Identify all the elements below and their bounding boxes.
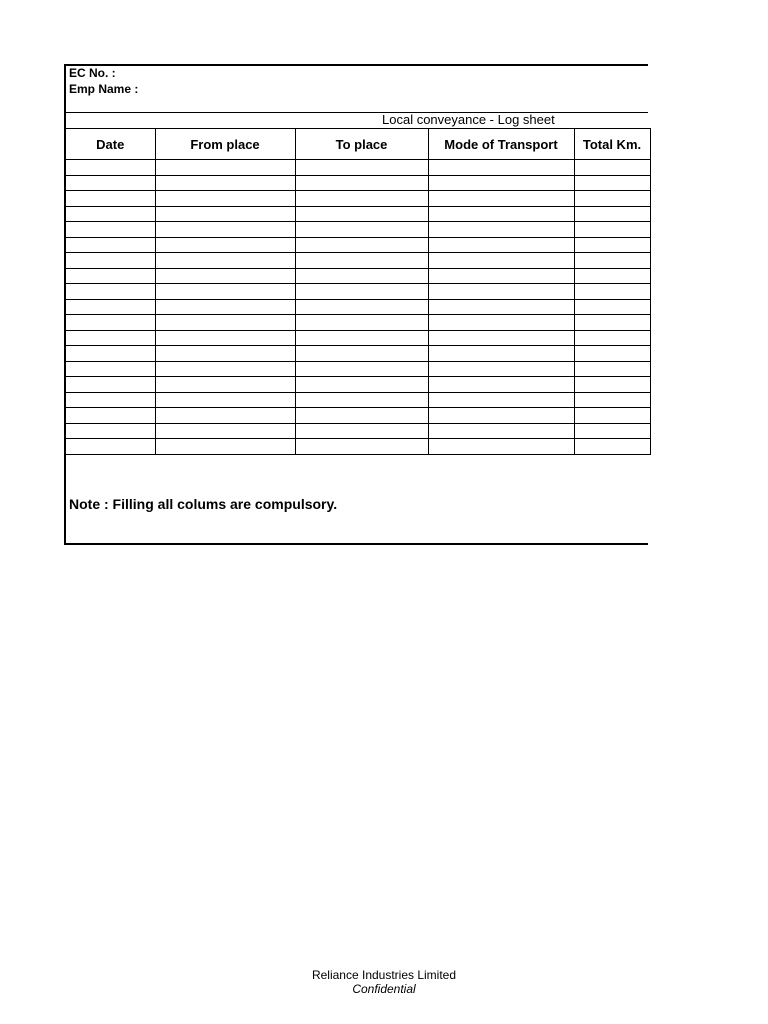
cell-date[interactable]	[66, 423, 155, 439]
cell-mode-of-transport[interactable]	[428, 408, 574, 424]
column-header-from-place: From place	[155, 129, 295, 160]
cell-from-place[interactable]	[155, 423, 295, 439]
cell-to-place[interactable]	[295, 330, 428, 346]
cell-date[interactable]	[66, 237, 155, 253]
table-row	[66, 439, 650, 455]
table-row	[66, 330, 650, 346]
cell-mode-of-transport[interactable]	[428, 175, 574, 191]
table-row	[66, 206, 650, 222]
cell-mode-of-transport[interactable]	[428, 191, 574, 207]
cell-mode-of-transport[interactable]	[428, 160, 574, 176]
cell-to-place[interactable]	[295, 361, 428, 377]
cell-from-place[interactable]	[155, 284, 295, 300]
table-row	[66, 423, 650, 439]
table-header-row	[66, 129, 650, 160]
cell-to-place[interactable]	[295, 160, 428, 176]
log-sheet-form	[64, 64, 648, 545]
cell-date[interactable]	[66, 439, 155, 455]
cell-from-place[interactable]	[155, 175, 295, 191]
cell-mode-of-transport[interactable]	[428, 392, 574, 408]
cell-date[interactable]	[66, 392, 155, 408]
cell-total-km[interactable]	[574, 237, 650, 253]
cell-to-place[interactable]	[295, 439, 428, 455]
cell-from-place[interactable]	[155, 299, 295, 315]
cell-total-km[interactable]	[574, 315, 650, 331]
column-header-mode-of-transport: Mode of Transport	[428, 129, 574, 160]
table-row	[66, 268, 650, 284]
cell-date[interactable]	[66, 330, 155, 346]
cell-mode-of-transport[interactable]	[428, 377, 574, 393]
cell-from-place[interactable]	[155, 253, 295, 269]
sheet-title: Local conveyance - Log sheet	[382, 112, 555, 127]
cell-mode-of-transport[interactable]	[428, 284, 574, 300]
table-row	[66, 222, 650, 238]
cell-total-km[interactable]	[574, 160, 650, 176]
emp-name-label: Emp Name :	[69, 82, 139, 96]
cell-total-km[interactable]	[574, 439, 650, 455]
cell-total-km[interactable]	[574, 346, 650, 362]
cell-mode-of-transport[interactable]	[428, 439, 574, 455]
cell-from-place[interactable]	[155, 160, 295, 176]
cell-total-km[interactable]	[574, 377, 650, 393]
cell-from-place[interactable]	[155, 222, 295, 238]
cell-date[interactable]	[66, 253, 155, 269]
cell-to-place[interactable]	[295, 191, 428, 207]
cell-to-place[interactable]	[295, 377, 428, 393]
cell-total-km[interactable]	[574, 392, 650, 408]
cell-from-place[interactable]	[155, 268, 295, 284]
cell-to-place[interactable]	[295, 222, 428, 238]
cell-total-km[interactable]	[574, 222, 650, 238]
cell-total-km[interactable]	[574, 361, 650, 377]
cell-to-place[interactable]	[295, 253, 428, 269]
cell-from-place[interactable]	[155, 361, 295, 377]
cell-to-place[interactable]	[295, 237, 428, 253]
cell-total-km[interactable]	[574, 299, 650, 315]
cell-total-km[interactable]	[574, 253, 650, 269]
cell-mode-of-transport[interactable]	[428, 206, 574, 222]
cell-date[interactable]	[66, 408, 155, 424]
table-row	[66, 408, 650, 424]
cell-to-place[interactable]	[295, 299, 428, 315]
table-row	[66, 346, 650, 362]
cell-to-place[interactable]	[295, 423, 428, 439]
cell-from-place[interactable]	[155, 330, 295, 346]
table-row	[66, 315, 650, 331]
cell-to-place[interactable]	[295, 268, 428, 284]
cell-total-km[interactable]	[574, 330, 650, 346]
ec-no-label: EC No. :	[69, 66, 116, 80]
table-row	[66, 377, 650, 393]
cell-date[interactable]	[66, 222, 155, 238]
table-body	[66, 160, 650, 455]
cell-total-km[interactable]	[574, 175, 650, 191]
cell-mode-of-transport[interactable]	[428, 361, 574, 377]
cell-date[interactable]	[66, 206, 155, 222]
cell-from-place[interactable]	[155, 191, 295, 207]
cell-to-place[interactable]	[295, 206, 428, 222]
cell-mode-of-transport[interactable]	[428, 423, 574, 439]
cell-from-place[interactable]	[155, 408, 295, 424]
cell-date[interactable]	[66, 299, 155, 315]
cell-date[interactable]	[66, 361, 155, 377]
cell-date[interactable]	[66, 191, 155, 207]
cell-to-place[interactable]	[295, 175, 428, 191]
cell-date[interactable]	[66, 175, 155, 191]
cell-mode-of-transport[interactable]	[428, 268, 574, 284]
cell-to-place[interactable]	[295, 392, 428, 408]
table-row	[66, 191, 650, 207]
cell-mode-of-transport[interactable]	[428, 222, 574, 238]
cell-to-place[interactable]	[295, 408, 428, 424]
table-row	[66, 160, 650, 176]
cell-date[interactable]	[66, 315, 155, 331]
cell-to-place[interactable]	[295, 284, 428, 300]
cell-to-place[interactable]	[295, 315, 428, 331]
table-row	[66, 237, 650, 253]
cell-mode-of-transport[interactable]	[428, 299, 574, 315]
cell-from-place[interactable]	[155, 206, 295, 222]
table-row	[66, 392, 650, 408]
cell-date[interactable]	[66, 284, 155, 300]
cell-from-place[interactable]	[155, 315, 295, 331]
cell-mode-of-transport[interactable]	[428, 315, 574, 331]
header-divider	[66, 112, 648, 113]
cell-date[interactable]	[66, 346, 155, 362]
cell-from-place[interactable]	[155, 392, 295, 408]
cell-mode-of-transport[interactable]	[428, 253, 574, 269]
cell-mode-of-transport[interactable]	[428, 237, 574, 253]
cell-to-place[interactable]	[295, 346, 428, 362]
column-header-date: Date	[66, 129, 155, 160]
cell-total-km[interactable]	[574, 191, 650, 207]
cell-total-km[interactable]	[574, 408, 650, 424]
cell-total-km[interactable]	[574, 284, 650, 300]
cell-date[interactable]	[66, 377, 155, 393]
table-row	[66, 299, 650, 315]
column-header-total-km: Total Km.	[574, 129, 650, 160]
cell-total-km[interactable]	[574, 206, 650, 222]
cell-from-place[interactable]	[155, 237, 295, 253]
cell-mode-of-transport[interactable]	[428, 346, 574, 362]
table-row	[66, 175, 650, 191]
company-name: Reliance Industries Limited	[311, 968, 457, 982]
page-footer	[0, 968, 768, 996]
table-row	[66, 253, 650, 269]
classification-label: Confidential	[352, 982, 416, 996]
cell-from-place[interactable]	[155, 377, 295, 393]
column-header-to-place: To place	[295, 129, 428, 160]
compulsory-note: Note : Filling all colums are compulsory.	[69, 496, 338, 512]
conveyance-log-table	[66, 128, 651, 455]
cell-total-km[interactable]	[574, 423, 650, 439]
cell-mode-of-transport[interactable]	[428, 330, 574, 346]
cell-date[interactable]	[66, 268, 155, 284]
cell-from-place[interactable]	[155, 439, 295, 455]
cell-from-place[interactable]	[155, 346, 295, 362]
cell-date[interactable]	[66, 160, 155, 176]
table-row	[66, 284, 650, 300]
table-row	[66, 361, 650, 377]
cell-total-km[interactable]	[574, 268, 650, 284]
